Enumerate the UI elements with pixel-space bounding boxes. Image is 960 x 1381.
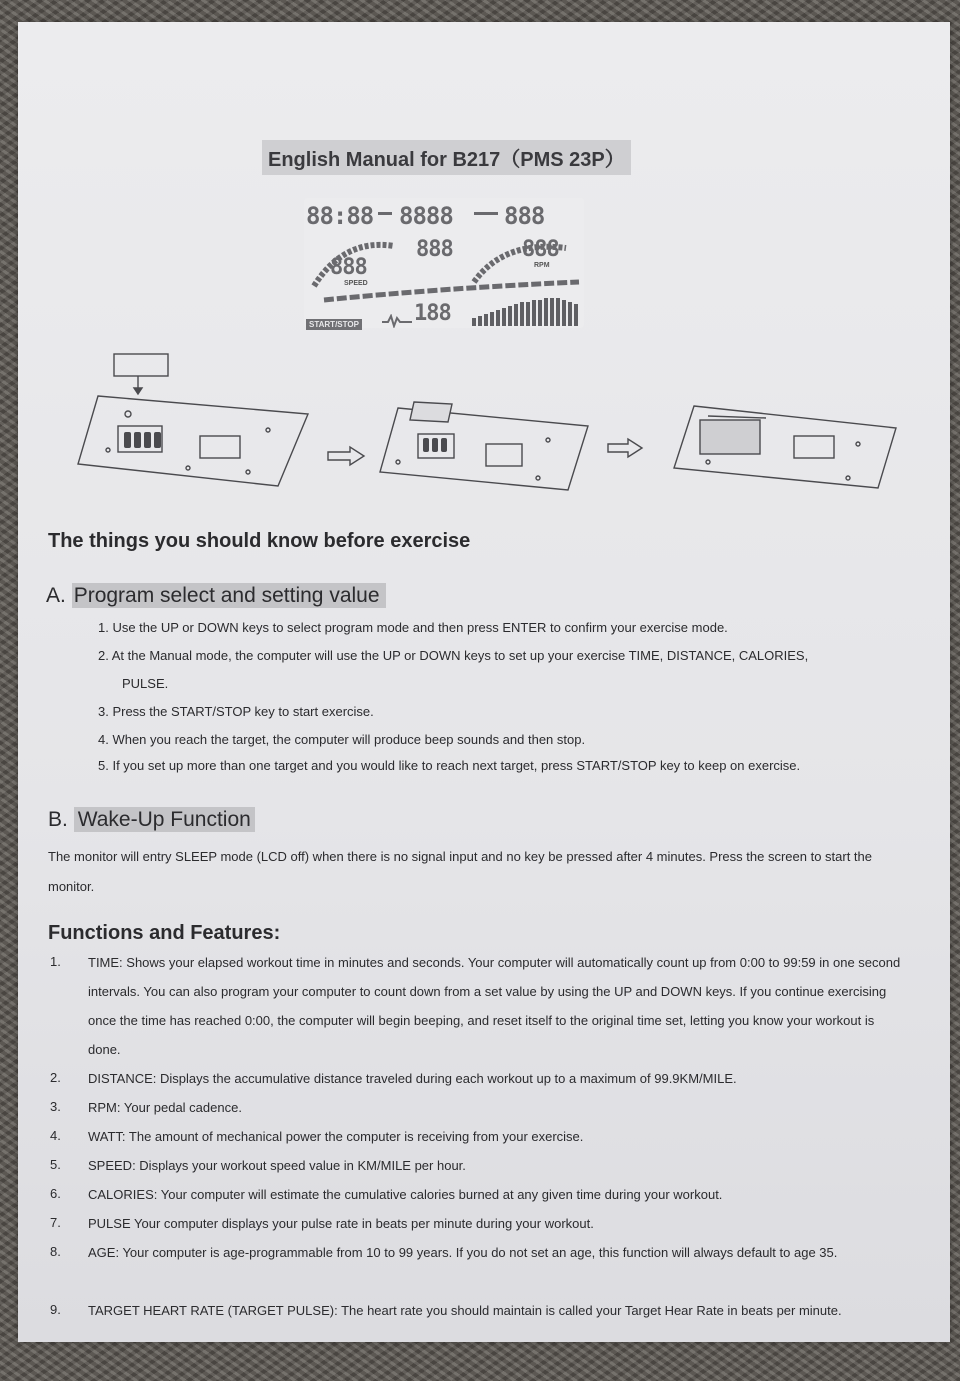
list-item: 1. Use the UP or DOWN keys to select program mode and then press ENTER to confirm your exercise mode. bbox=[98, 620, 728, 635]
section-heading: The things you should know before exercise bbox=[48, 530, 471, 552]
list-item: AGE: Your computer is age-programmable from 10 to 99 years. If you do not set an age, this function will always default to age 35. bbox=[88, 1245, 838, 1260]
list-item: PULSE Your computer displays your pulse rate in beats per minute during your workout. bbox=[88, 1216, 594, 1231]
manual-page bbox=[18, 22, 950, 1342]
section-b-heading bbox=[48, 808, 255, 832]
lcd-start-stop-label: START/STOP bbox=[306, 319, 362, 330]
lcd-program-bars bbox=[472, 298, 578, 326]
battery-cover-drawing bbox=[114, 354, 168, 376]
list-item-number: 1. bbox=[50, 954, 61, 969]
list-item: RPM: Your pedal cadence. bbox=[88, 1100, 242, 1115]
section-a-title: Program select and setting value bbox=[72, 583, 386, 608]
list-item: 2. At the Manual mode, the computer will use the UP or DOWN keys to set up your exercise TIME, DISTANCE, CALORIES, bbox=[98, 648, 809, 663]
list-item-number: 9. bbox=[50, 1302, 61, 1317]
list-item: 5. If you set up more than one target and you would like to reach next target, press START/STOP key to keep on exercise. bbox=[98, 758, 801, 773]
wake-up-text: The monitor will entry SLEEP mode (LCD off) when there is no signal input and no key be pressed after 4 minutes. Press the screen to start the monitor. bbox=[48, 849, 872, 894]
lcd-rpm-label: RPM bbox=[534, 262, 550, 269]
section-b-letter: B. bbox=[48, 808, 68, 831]
lcd-divider bbox=[378, 212, 392, 215]
lcd-rpm-digits: 888 bbox=[522, 237, 559, 262]
list-item: 3. Press the START/STOP key to start exercise. bbox=[98, 704, 374, 719]
page-title: English Manual for B217（PMS 23P） bbox=[262, 140, 631, 175]
list-item: PULSE. bbox=[122, 676, 169, 691]
list-item-number: 2. bbox=[50, 1070, 61, 1085]
section-a-letter: A. bbox=[46, 584, 66, 607]
list-item-number: 3. bbox=[50, 1099, 61, 1114]
list-item-number: 7. bbox=[50, 1215, 61, 1230]
list-item: DISTANCE: Displays the accumulative distance traveled during each workout up to a maximum of 99.9KM/MILE. bbox=[88, 1071, 737, 1086]
lcd-pulse-digits: 188 bbox=[414, 301, 451, 326]
list-item-number: 5. bbox=[50, 1157, 61, 1172]
list-item-number: 4. bbox=[50, 1128, 61, 1143]
lcd-divider bbox=[474, 212, 498, 215]
list-item: TIME: Shows your elapsed workout time in minutes and seconds. Your computer will automatically count up from 0:00 to 99:59 in one second intervals. You can also program your computer to count down from a set value by using the UP and DOWN keys. If you continue exercising once the time has reached 0:00, the computer will begin beeping, and reset itself to the original time set, letting you know your workout is done. bbox=[88, 955, 901, 1057]
list-item: 4. When you reach the target, the computer will produce beep sounds and then stop. bbox=[98, 732, 586, 747]
lcd-time-digits: 88:88 bbox=[306, 202, 374, 230]
lcd-calories-digits: 888 bbox=[504, 202, 545, 230]
features-heading: Functions and Features: bbox=[48, 922, 281, 944]
list-item-number: 8. bbox=[50, 1244, 61, 1259]
lcd-distance-digits: 8888 bbox=[399, 202, 453, 230]
lcd-watt-digits: 888 bbox=[416, 237, 453, 262]
lcd-speed-label: SPEED bbox=[344, 280, 368, 287]
list-item: TARGET HEART RATE (TARGET PULSE): The heart rate you should maintain is called your Target Hear Rate in beats per minute. bbox=[88, 1303, 842, 1318]
section-b-title: Wake-Up Function bbox=[74, 807, 255, 832]
list-item: SPEED: Displays your workout speed value in KM/MILE per hour. bbox=[88, 1158, 466, 1173]
lcd-speed-digits: 888 bbox=[330, 255, 367, 280]
list-item: CALORIES: Your computer will estimate the cumulative calories burned at any given time during your workout. bbox=[88, 1187, 723, 1202]
list-item-number: 6. bbox=[50, 1186, 61, 1201]
heartbeat-icon bbox=[382, 314, 412, 328]
battery-installation-diagram bbox=[68, 352, 928, 502]
section-a-heading bbox=[46, 584, 386, 608]
lcd-display-illustration bbox=[304, 198, 584, 328]
list-item: WATT: The amount of mechanical power the computer is receiving from your exercise. bbox=[88, 1129, 584, 1144]
